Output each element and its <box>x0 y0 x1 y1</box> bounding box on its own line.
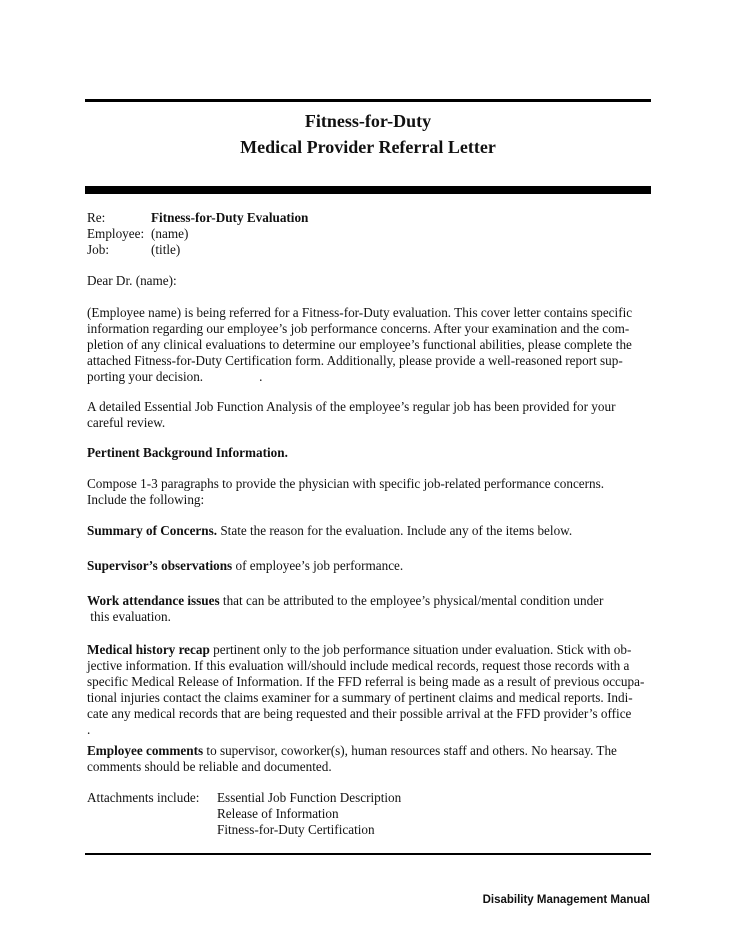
analysis-line: careful review. <box>87 415 166 430</box>
summary-heading: Summary of Concerns. <box>87 523 218 538</box>
footer-text: Disability Management Manual <box>482 894 650 906</box>
title-thick-rule <box>85 186 651 194</box>
bottom-rule <box>85 853 651 855</box>
attendance-text: that can be attributed to the employee’s physical/mental condition under <box>219 593 604 608</box>
analysis-line: A detailed Essential Job Function Analysis of the employee’s regular job has been provided for your <box>87 399 616 414</box>
medical-line: cate any medical records that are being requested and their possible arrival at the FFD provider’s office <box>87 706 632 721</box>
salutation: Dear Dr. (name): <box>87 273 177 288</box>
re-value: Fitness-for-Duty Evaluation <box>151 210 309 225</box>
medical-line: . <box>87 722 91 737</box>
medical-line: tional injuries contact the claims examiner for a summary of pertinent claims and medical reports. Indi- <box>87 690 633 705</box>
medical-text: pertinent only to the job performance situation under evaluation. Stick with ob- <box>209 642 632 657</box>
job-value: (title) <box>151 242 181 257</box>
comments-text: to supervisor, coworker(s), human resources staff and others. No hearsay. The <box>203 743 617 758</box>
intro-line: information regarding our employee’s job performance concerns. After your examination and the com- <box>87 321 630 336</box>
page-subtitle: Medical Provider Referral Letter <box>240 137 496 157</box>
summary-line <box>87 523 572 539</box>
top-rule <box>85 99 651 102</box>
summary-text: State the reason for the evaluation. Include any of the items below. <box>217 523 573 538</box>
attachment-item: Essential Job Function Description <box>217 790 402 805</box>
job-label: Job: <box>87 242 109 257</box>
attachment-item: Fitness-for-Duty Certification <box>217 822 375 837</box>
attendance-heading: Work attendance issues <box>87 593 220 608</box>
compose-line: Include the following: <box>87 492 205 507</box>
medical-line: specific Medical Release of Information. If the FFD referral is being made as a result of previous occupa- <box>87 674 645 689</box>
medical-heading: Medical history recap <box>87 642 210 657</box>
background-heading: Pertinent Background Information. <box>87 445 288 460</box>
intro-line: (Employee name) is being referred for a Fitness-for-Duty evaluation. This cover letter contains specific <box>87 305 633 320</box>
attendance-line <box>87 593 603 609</box>
attachment-item: Release of Information <box>217 806 339 821</box>
re-label: Re: <box>87 210 106 225</box>
employee-value: (name) <box>151 226 189 241</box>
supervisor-line <box>87 558 403 574</box>
intro-line: porting your decision. . <box>87 369 263 384</box>
comments-line: comments should be reliable and documented. <box>87 759 332 774</box>
intro-line: pletion of any clinical evaluations to determine our employee’s functional abilities, please complete the <box>87 337 632 352</box>
intro-line: attached Fitness-for-Duty Certification form. Additionally, please provide a well-reasoned report sup- <box>87 353 623 368</box>
supervisor-text: of employee’s job performance. <box>232 558 404 573</box>
supervisor-heading: Supervisor’s observations <box>87 558 233 573</box>
employee-label: Employee: <box>87 226 145 241</box>
attendance-line: this evaluation. <box>87 609 171 624</box>
page-title: Fitness-for-Duty <box>304 111 432 131</box>
medical-line: jective information. If this evaluation will/should include medical records, request those records with a <box>87 658 630 673</box>
comments-heading: Employee comments <box>87 743 204 758</box>
attachments-label: Attachments include: <box>87 790 200 805</box>
compose-line: Compose 1-3 paragraphs to provide the physician with specific job-related performance concerns. <box>87 476 605 491</box>
comments-line <box>87 743 617 759</box>
medical-line <box>87 642 631 658</box>
